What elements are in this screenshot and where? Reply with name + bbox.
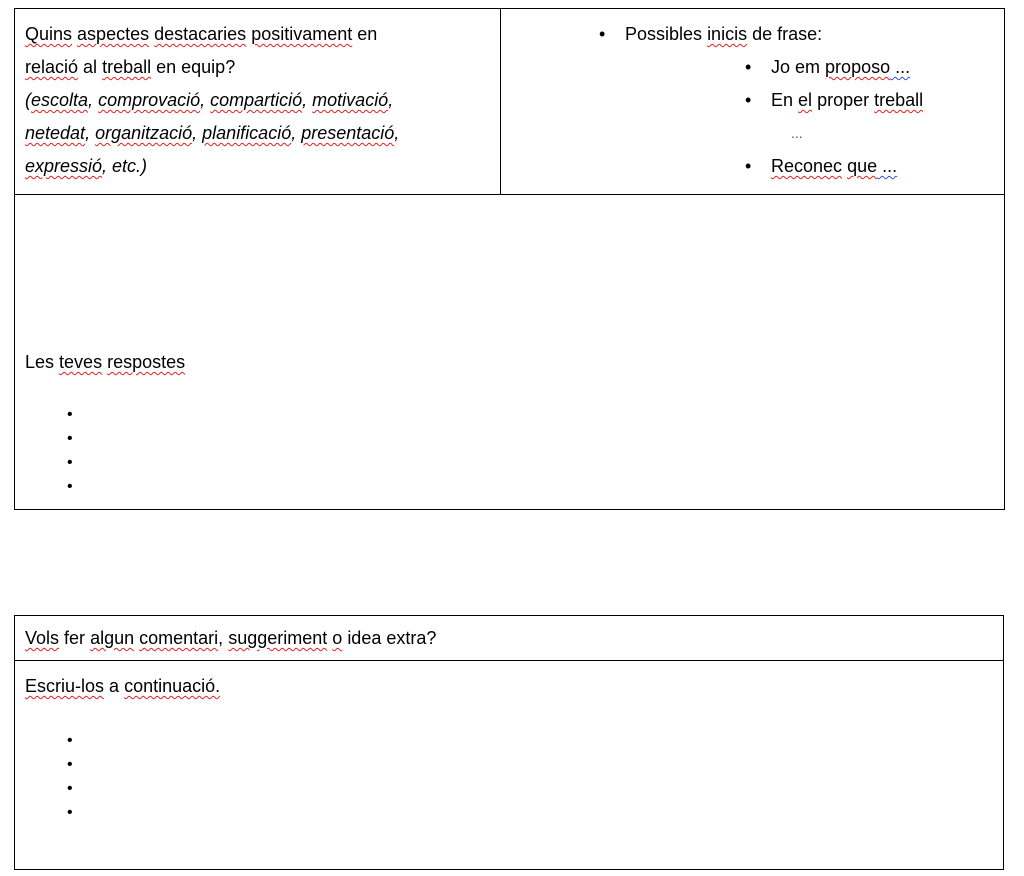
empty-bullet-item[interactable]: • — [67, 406, 73, 423]
empty-bullet-item[interactable]: • — [67, 732, 73, 749]
continuation-ellipsis: ... — [791, 125, 803, 141]
empty-bullet-item[interactable]: • — [67, 430, 73, 447]
answers-bullet-list — [67, 403, 73, 499]
word: en equip? — [156, 57, 236, 77]
word: destacaries — [154, 24, 247, 44]
text: En — [771, 90, 794, 110]
word: positivament — [251, 24, 353, 44]
word: o — [332, 628, 343, 648]
word: planificació — [202, 123, 292, 143]
word: proposo — [825, 57, 891, 77]
word: continuació. — [124, 676, 221, 696]
word: presentació — [301, 123, 395, 143]
word: organització — [95, 123, 193, 143]
word: compartició — [210, 90, 303, 110]
sentence-starters-heading — [599, 18, 823, 51]
word: suggeriment — [228, 628, 328, 648]
text: de frase: — [752, 24, 823, 44]
question-line-2 — [25, 51, 490, 84]
sentence-starter-3 — [745, 150, 898, 183]
word: Vols — [25, 628, 60, 648]
word: el — [798, 90, 813, 110]
empty-bullet-item[interactable]: • — [67, 478, 73, 495]
word: expressió — [25, 156, 103, 176]
sentence-starters-cell — [501, 9, 1005, 195]
bullet-icon: • — [745, 156, 752, 176]
text: , — [88, 90, 99, 110]
bullet-icon: • — [599, 24, 606, 44]
word: teves — [59, 352, 103, 372]
answers-area[interactable] — [15, 195, 1005, 510]
text: Jo em — [771, 57, 821, 77]
bullet-icon: • — [745, 90, 752, 110]
word: que — [847, 156, 878, 176]
bullet-icon: • — [745, 57, 752, 77]
word: Les — [25, 352, 55, 372]
sentence-starter-1 — [745, 51, 911, 84]
positive-aspects-question-cell — [15, 9, 501, 195]
word: relació — [25, 57, 79, 77]
text: ... — [877, 156, 898, 176]
sentence-starter-2 — [745, 84, 924, 117]
comments-answer-area[interactable] — [15, 661, 1004, 870]
word: motivació — [312, 90, 389, 110]
answers-label — [25, 347, 185, 377]
word: escolta — [31, 90, 89, 110]
empty-bullet-item[interactable]: • — [67, 756, 73, 773]
comments-question-cell — [15, 616, 1004, 661]
text: , — [85, 123, 96, 143]
text: , — [192, 123, 203, 143]
text: , — [388, 90, 394, 110]
write-below-label — [25, 671, 220, 701]
aspects-line-2 — [25, 117, 490, 150]
text: , — [200, 90, 211, 110]
word: a — [109, 676, 120, 696]
aspects-line-3 — [25, 150, 490, 183]
word: aspectes — [77, 24, 150, 44]
word: inicis — [707, 24, 748, 44]
word: treball — [102, 57, 152, 77]
word: en — [357, 24, 378, 44]
text: ... — [890, 57, 911, 77]
word: comprovació — [98, 90, 201, 110]
aspects-line-1 — [25, 84, 490, 117]
word: algun — [90, 628, 135, 648]
word: comentari — [139, 628, 219, 648]
word: al — [83, 57, 98, 77]
text: , — [394, 123, 400, 143]
question-line-1 — [25, 18, 490, 51]
reflection-table — [14, 8, 1005, 510]
word: respostes — [107, 352, 186, 372]
text: , etc.) — [102, 156, 148, 176]
word: netedat — [25, 123, 86, 143]
text: idea extra? — [347, 628, 437, 648]
comments-bullet-list — [67, 729, 73, 825]
empty-bullet-item[interactable]: • — [67, 804, 73, 821]
empty-bullet-item[interactable]: • — [67, 780, 73, 797]
empty-bullet-item[interactable]: • — [67, 454, 73, 471]
text: , — [302, 90, 313, 110]
text: , — [218, 628, 224, 648]
text: proper — [817, 90, 870, 110]
word: treball — [874, 90, 924, 110]
text: ( — [25, 90, 31, 110]
word: Reconec — [771, 156, 843, 176]
word: Quins — [25, 24, 73, 44]
word: fer — [64, 628, 86, 648]
text: , — [291, 123, 302, 143]
comments-table — [14, 615, 1004, 870]
text: Possibles — [625, 24, 703, 44]
word: Escriu-los — [25, 676, 105, 696]
